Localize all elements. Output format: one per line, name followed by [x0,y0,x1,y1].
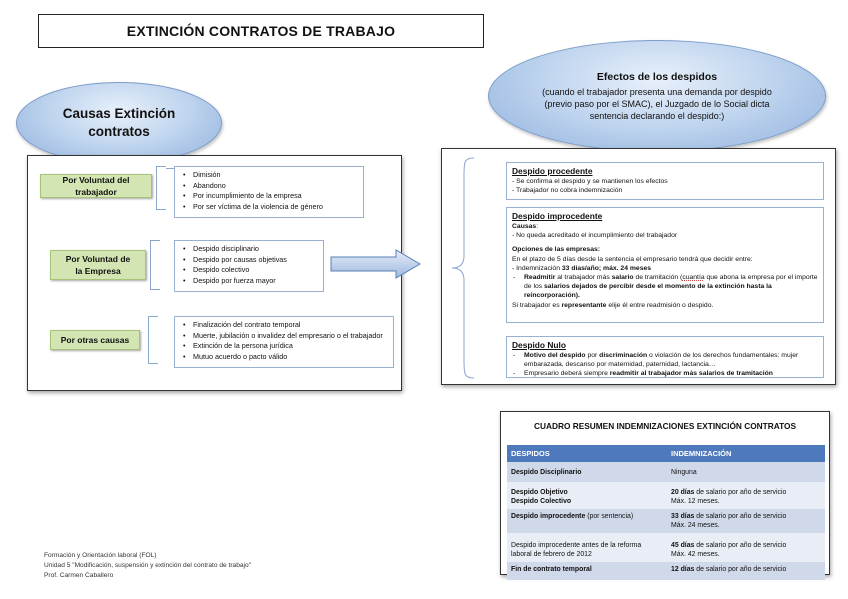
column-header: DESPIDOS [507,445,667,462]
list-item: • Despido disciplinario [183,244,315,255]
list-item: • Mutuo acuerdo o pacto válido [183,352,385,363]
table-row [507,533,825,562]
footer-line: Prof. Carmen Caballero [44,572,114,580]
despido-procedente-section [506,162,824,200]
table-cell: Máx. 12 meses. [671,498,720,505]
op2-salario: salario [611,274,634,282]
list-item: • Por ser víctima de la violencia de género [183,202,355,213]
causas-text: - No queda acreditado el incumplimiento del trabajador [512,232,678,240]
effects-ellipse [488,40,826,152]
despido-nulo-section [506,336,824,378]
footer-line: Formación y Orientación laboral (FOL) [44,552,157,559]
list-item: • Finalización del contrato temporal [183,320,385,331]
nulo-line-2: - Empresario deberá siempre readmitir al trabajador más salarios de tramitación [513,370,773,378]
despido-nulo-heading: Despido Nulo [512,340,566,350]
page-title: EXTINCIÓN CONTRATOS DE TRABAJO [38,14,484,48]
op2-part: que abona la empresa por el importe de los [524,274,818,291]
list-item: • Muerte, jubilación o invalidez del empresario o el trabajador [183,331,385,342]
summary-table [507,445,825,580]
nulo-part: Empresario deberá siempre [524,370,610,378]
brace [148,316,158,364]
effects-ellipse-text: (cuando el trabajador presenta una demanda por despido (previo paso por el SMAC), el Juzgado de lo Social dicta sentencia declarando el despido:) [542,86,772,121]
procedente-line: - Trabajador no cobra indemnización [512,187,623,195]
repr-representante: representante [561,301,607,309]
op2-text: - Readmitir al trabajador más salario de tramitación (cuantía que abona la empresa por el importe de los salarios dejados de percibir desde el momento de la extinción hasta la reincorporación). [513,274,818,300]
cause-category-empresa [50,250,146,280]
nulo-motivo: Motivo del despido [524,352,586,359]
causas-colon: : [536,223,539,230]
table-cell: Ninguna [671,469,697,476]
procedente-line: - Se confirma el despido y se mantienen los efectos [512,178,668,185]
nulo-part: por [585,352,600,359]
repr-part: elije él entre readmisión o despido. [606,301,714,309]
right-arrow-icon [330,248,422,280]
cause-category-empresa-label: Por Voluntad de la Empresa [65,254,131,276]
table-cell: de salario por año de servicio [694,542,787,549]
table-cell: 33 días [671,513,695,520]
footer-line: Unidad 5 "Modificación, suspensión y extinción del contrato de trabajo" [44,562,252,570]
nulo-readmitir: readmitir al trabajador más salarios de tramitación [609,370,773,378]
column-header: INDEMNIZACIÓN [667,445,825,462]
op2-readmitir: Readmitir [524,274,556,282]
nulo-discriminacion: discriminación [599,352,648,359]
list-item: • Despido por fuerza mayor [183,276,315,287]
cause-list-trabajador [174,166,364,218]
op2-part: al trabajador más [555,274,612,282]
causas-label: Causas [512,223,537,230]
cause-category-otras: Por otras causas [50,330,140,350]
table-cell: 20 días [671,489,695,496]
table-cell: Despido Colectivo [511,498,572,505]
op2-salarios: salarios dejados de percibir desde el momento de la extinción hasta la reincorporación). [524,283,772,300]
table-cell: de salario por año de servicio [694,489,787,496]
table-cell: Despido Objetivo [511,489,568,496]
brace [150,240,160,290]
list-item: • Extinción de la persona jurídica [183,341,385,352]
table-cell: 12 días [671,566,695,573]
table-cell: Máx. 42 meses. [671,551,720,558]
list-item: • Dimisión [183,170,355,181]
op1-value: 33 días/año; máx. 24 meses [561,264,652,272]
despido-procedente-heading: Despido procedente [512,166,593,176]
table-cell: (por sentencia) [585,513,634,520]
op2-part: de tramitación ( [633,274,683,282]
table-cell: de salario por año de servicio [694,566,787,573]
table-cell: Despido improcedente [511,513,586,520]
footer [44,551,251,582]
effects-ellipse-title: Efectos de los despidos [596,70,718,83]
table-row [507,482,825,509]
nulo-part: o violación de los derechos fundamentales: mujer embarazada, descanso por maternidad, paternidad, lactancia… [524,352,799,369]
brace [156,166,166,210]
table-row [507,462,825,482]
repr-part: Si trabajador es [512,301,562,309]
causes-ellipse-text: Causas Extinción contratos [62,106,176,139]
despido-improcedente-section: Despido improcedente Causas: - No queda acreditado el incumplimiento del trabajador Opciones de las empresas: En el plazo de 5 días desde la sentencia el empresario tendrá que decidir entre: - Indemnización 33 días/año; máx. 24 meses - Readmitir al trabajador más salario de tramitación (cuantía que abona la empresa por el importe de los salarios dejados de percibir desde el momento de la extinción hasta la reincorporación). Si trabajador es representante elije él entre readmisión o despido. [506,207,824,323]
table-cell: de salario por año de servicio [694,513,787,520]
list-item: • Por incumplimiento de la empresa [183,191,355,202]
list-item: • Despido colectivo [183,265,315,276]
table-row [507,562,825,580]
list-item: • Abandono [183,181,355,192]
list-item: • Despido por causas objetivas [183,255,315,266]
cause-list-empresa [174,240,324,292]
despido-improcedente-heading: Despido improcedente [512,211,603,221]
curly-brace-icon [450,156,476,380]
nulo-line-1: - Motivo del despido por discriminación o violación de los derechos fundamentales: mujer embarazada, descanso por maternidad, paternidad, lactancia… [513,352,799,369]
op2-cuantia: cuantía [682,274,705,282]
op1-text: Indemnización [516,264,562,272]
table-cell: Máx. 24 meses. [671,522,720,529]
cause-list-otras [174,316,394,368]
table-cell: Despido Disciplinario [511,469,582,476]
table-cell: 45 días [671,542,695,549]
opciones-label: Opciones de las empresas: [512,246,601,254]
plazo-text: En el plazo de 5 días desde la sentencia el empresario tendrá que decidir entre: [512,255,753,263]
summary-table-title: CUADRO RESUMEN INDEMNIZACIONES EXTINCIÓN CONTRATOS [534,421,796,431]
table-cell: Despido improcedente antes de la reforma laboral de febrero de 2012 [511,542,642,558]
cause-category-trabajador: Por Voluntad del trabajador [40,174,152,198]
summary-table-panel [500,411,830,575]
table-row [507,509,825,533]
table-cell: Fin de contrato temporal [511,566,592,573]
causes-ellipse [16,82,222,164]
table-header-row [507,445,825,462]
